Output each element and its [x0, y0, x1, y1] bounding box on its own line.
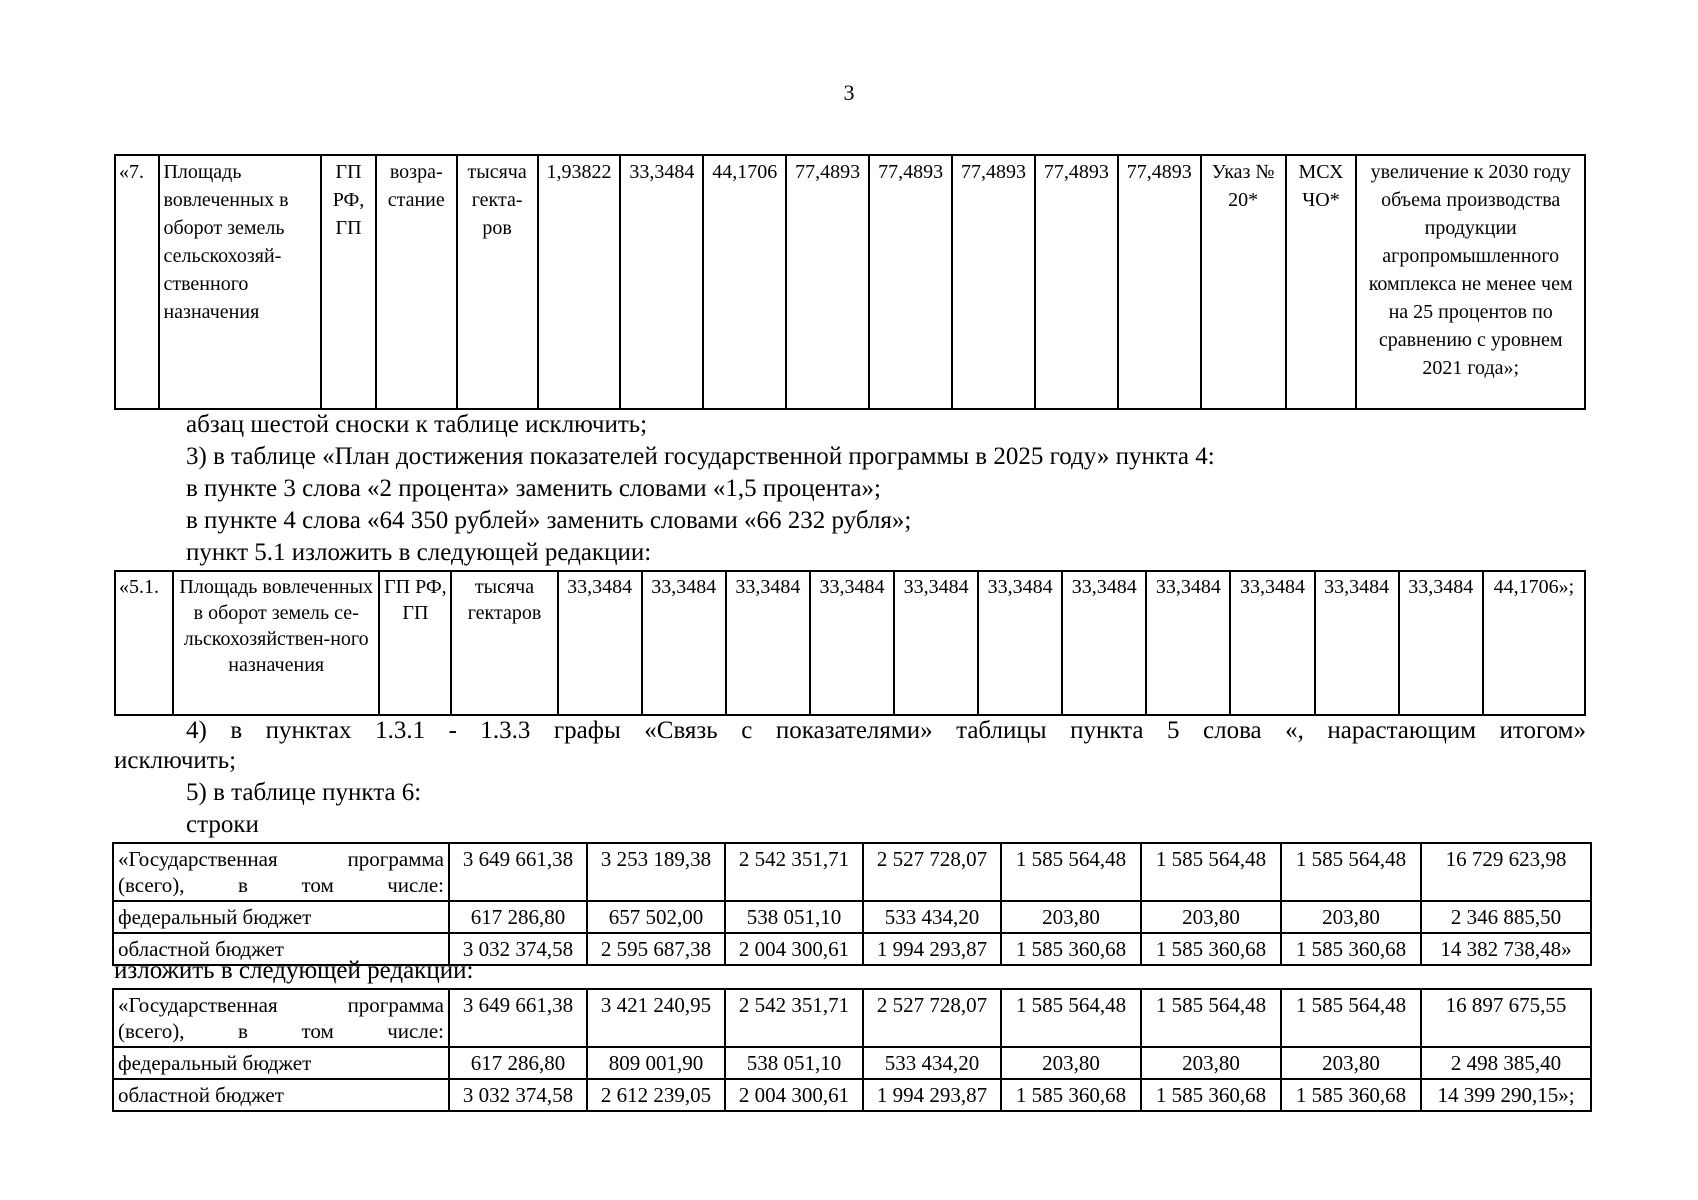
table-row [115, 155, 1585, 409]
amount-cell: 2 004 300,61 [725, 1079, 863, 1111]
value-cell: 77,4893 [1035, 155, 1118, 409]
indicator-name-cell: Площадь вовлеченных в оборот земель сельскохозяй-ственного назначения [159, 155, 321, 409]
total-cell: 2 346 885,50 [1421, 901, 1591, 933]
value-cell: 77,4893 [869, 155, 952, 409]
amount-cell: 3 421 240,95 [587, 989, 725, 1047]
amount-cell: 2 612 239,05 [587, 1079, 725, 1111]
amount-cell: 3 032 374,58 [449, 1079, 587, 1111]
amount-cell: 1 585 564,48 [1281, 989, 1421, 1047]
row-label-cell: федеральный бюджет [113, 1047, 449, 1079]
amount-cell: 2 595 687,38 [587, 933, 725, 965]
row-label-cell: областной бюджет [113, 1079, 449, 1111]
row-label-cell: «Государственная программа (всего), в том числе: [113, 989, 449, 1047]
amount-cell: 2 542 351,71 [725, 843, 863, 901]
amount-cell: 1 585 564,48 [1001, 843, 1141, 901]
value-cell: 77,4893 [1118, 155, 1201, 409]
trend-cell: возра-стание [376, 155, 457, 409]
row-number-cell: «5.1. [115, 571, 173, 715]
value-cell: 33,3484 [810, 571, 894, 715]
total-cell: 16 897 675,55 [1421, 989, 1591, 1047]
paragraph: в пункте 3 слова «2 процента» заменить словами «1,5 процента»; [186, 475, 881, 502]
table-row [113, 843, 1591, 901]
value-cell: 33,3484 [1315, 571, 1399, 715]
amount-cell: 2 527 728,07 [863, 989, 1001, 1047]
unit-cell: тысяча гекта-ров [457, 155, 538, 409]
unit-cell: тысяча гектаров [451, 571, 557, 715]
indicator-7-table [114, 154, 1586, 410]
value-cell: 33,3484 [642, 571, 726, 715]
amount-cell: 203,80 [1141, 1047, 1281, 1079]
total-cell: 2 498 385,40 [1421, 1047, 1591, 1079]
paragraph: 5) в таблице пункта 6: [186, 779, 422, 806]
paragraph: 3) в таблице «План достижения показателей государственной программы в 2025 году» пункта 4: [186, 443, 1215, 470]
amount-cell: 3 032 374,58 [449, 933, 587, 965]
amount-cell: 617 286,80 [449, 901, 587, 933]
table-row [115, 571, 1585, 715]
amount-cell: 1 585 564,48 [1001, 989, 1141, 1047]
paragraph: изложить в следующей редакции: [114, 957, 474, 984]
row-label-cell: «Государственная программа (всего), в том числе: [113, 843, 449, 901]
amount-cell: 657 502,00 [587, 901, 725, 933]
amount-cell: 809 001,90 [587, 1047, 725, 1079]
amount-cell: 1 585 564,48 [1281, 843, 1421, 901]
total-cell: 14 382 738,48» [1421, 933, 1591, 965]
amount-cell: 1 585 564,48 [1141, 989, 1281, 1047]
amount-cell: 1 585 360,68 [1281, 1079, 1421, 1111]
value-cell: 33,3484 [1062, 571, 1146, 715]
value-cell: 44,1706 [703, 155, 786, 409]
paragraph: исключить; [114, 747, 237, 774]
amount-cell: 617 286,80 [449, 1047, 587, 1079]
amount-cell: 2 542 351,71 [725, 989, 863, 1047]
value-cell: 33,3484 [558, 571, 642, 715]
amount-cell: 3 253 189,38 [587, 843, 725, 901]
amount-cell: 203,80 [1001, 901, 1141, 933]
amount-cell: 203,80 [1001, 1047, 1141, 1079]
total-cell: 14 399 290,15»; [1421, 1079, 1591, 1111]
value-cell: 33,3484 [1146, 571, 1230, 715]
amount-cell: 203,80 [1141, 901, 1281, 933]
value-cell: 33,3484 [894, 571, 978, 715]
amount-cell: 1 585 360,68 [1141, 933, 1281, 965]
responsible-cell: МСХ ЧО* [1286, 155, 1357, 409]
page-number: 3 [843, 80, 855, 105]
amount-cell: 533 434,20 [863, 1047, 1001, 1079]
table-row [113, 1047, 1591, 1079]
paragraph: в пункте 4 слова «64 350 рублей» заменить словами «66 232 рубля»; [186, 507, 912, 534]
goal-link-cell: увеличение к 2030 году объема производства продукции агропромышленного комплекса не менее чем на 25 процентов по сравнению с уровнем 2021 года»; [1356, 155, 1585, 409]
amount-cell: 538 051,10 [725, 1047, 863, 1079]
amount-cell: 2 527 728,07 [863, 843, 1001, 901]
document-cell: Указ № 20* [1201, 155, 1286, 409]
row-number-cell: «7. [115, 155, 159, 409]
indicator-name-cell: Площадь вовлеченных в оборот земель се-льскохозяйствен-ного назначения [173, 571, 379, 715]
value-cell: 33,3484 [620, 155, 703, 409]
value-cell: 44,1706»; [1483, 571, 1585, 715]
amount-cell: 533 434,20 [863, 901, 1001, 933]
amount-cell: 1 994 293,87 [863, 933, 1001, 965]
paragraph: строки [186, 811, 259, 838]
amount-cell: 1 585 564,48 [1141, 843, 1281, 901]
amount-cell: 1 585 360,68 [1001, 1079, 1141, 1111]
row-label-cell: федеральный бюджет [113, 901, 449, 933]
amount-cell: 3 649 661,38 [449, 843, 587, 901]
value-cell: 77,4893 [786, 155, 869, 409]
paragraph: пункт 5.1 изложить в следующей редакции: [186, 539, 652, 566]
amount-cell: 538 051,10 [725, 901, 863, 933]
table-row [113, 1079, 1591, 1111]
paragraph: 4) в пунктах 1.3.1 - 1.3.3 графы «Связь с показателями» таблицы пункта 5 слова «, нарастающим итогом» [186, 717, 1586, 744]
value-cell: 1,93822 [538, 155, 621, 409]
amount-cell: 2 004 300,61 [725, 933, 863, 965]
amount-cell: 1 994 293,87 [863, 1079, 1001, 1111]
amount-cell: 1 585 360,68 [1001, 933, 1141, 965]
amount-cell: 3 649 661,38 [449, 989, 587, 1047]
value-cell: 33,3484 [1230, 571, 1314, 715]
level-cell: ГП РФ, ГП [379, 571, 451, 715]
budget-table-old [112, 842, 1592, 966]
value-cell: 33,3484 [1399, 571, 1483, 715]
row-label-cell: областной бюджет [113, 933, 449, 965]
paragraph: абзац шестой сноски к таблице исключить; [186, 411, 648, 438]
budget-table-new [112, 988, 1592, 1112]
total-cell: 16 729 623,98 [1421, 843, 1591, 901]
amount-cell: 203,80 [1281, 901, 1421, 933]
value-cell: 33,3484 [978, 571, 1062, 715]
amount-cell: 1 585 360,68 [1281, 933, 1421, 965]
value-cell: 33,3484 [726, 571, 810, 715]
value-cell: 77,4893 [952, 155, 1035, 409]
amount-cell: 1 585 360,68 [1141, 1079, 1281, 1111]
table-row [113, 901, 1591, 933]
amount-cell: 203,80 [1281, 1047, 1421, 1079]
item-5-1-table [114, 570, 1586, 716]
level-cell: ГП РФ, ГП [321, 155, 376, 409]
table-row [113, 989, 1591, 1047]
